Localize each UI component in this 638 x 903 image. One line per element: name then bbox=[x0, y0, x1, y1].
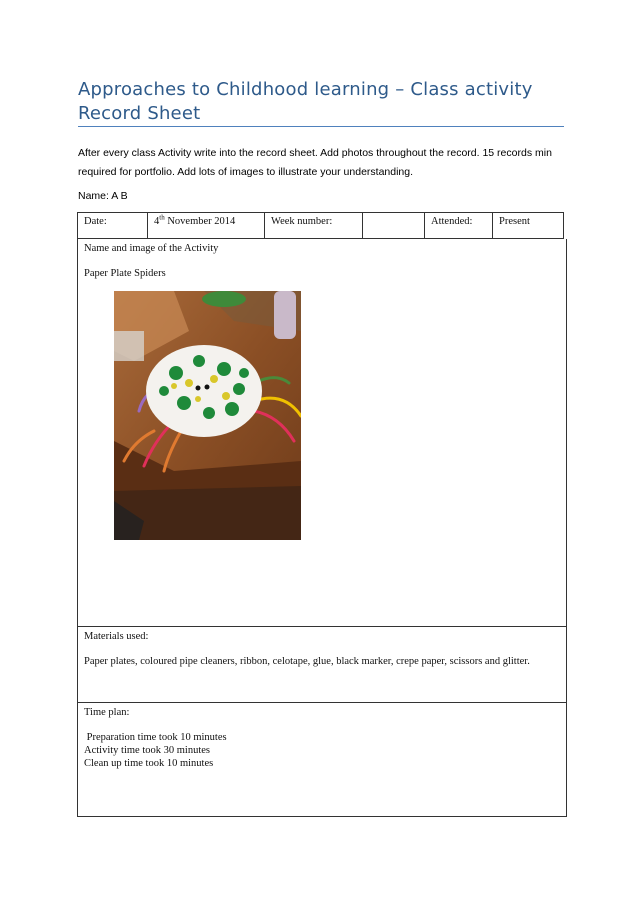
date-value bbox=[148, 213, 265, 238]
time-plan-line: Activity time took 30 minutes bbox=[84, 745, 210, 756]
title-underline bbox=[78, 126, 564, 127]
attended-label: Attended: bbox=[425, 213, 493, 238]
header-row-table bbox=[77, 212, 564, 239]
activity-label: Name and image of the Activity bbox=[84, 243, 219, 254]
date-suffix: th bbox=[159, 213, 165, 222]
week-number-label: Week number: bbox=[265, 213, 363, 238]
materials-text: Paper plates, coloured pipe cleaners, ribbon, celotape, glue, black marker, crepe paper, scissors and glitter. bbox=[84, 656, 530, 667]
page-title: Approaches to Childhood learning – Class activity Record Sheet bbox=[78, 79, 533, 124]
activity-photo bbox=[114, 291, 301, 540]
time-plan-section bbox=[77, 702, 567, 817]
activity-name: Paper Plate Spiders bbox=[84, 268, 166, 279]
materials-section bbox=[77, 626, 567, 703]
attended-value: Present bbox=[499, 216, 530, 227]
week-number-value bbox=[363, 213, 425, 238]
date-day: 4 bbox=[154, 216, 160, 227]
date-rest: November 2014 bbox=[164, 216, 236, 227]
time-plan-label: Time plan: bbox=[84, 707, 130, 718]
time-plan-line: Preparation time took 10 minutes bbox=[84, 732, 227, 743]
time-plan-line: Clean up time took 10 minutes bbox=[84, 758, 214, 769]
instructions-text: After every class Activity write into the record sheet. Add photos throughout the record. 15 records min required for portfolio. Add lots of images to illustrate your understanding. bbox=[78, 147, 552, 178]
date-label: Date: bbox=[78, 213, 148, 238]
materials-label: Materials used: bbox=[84, 631, 149, 642]
student-name: Name: A B bbox=[78, 190, 128, 202]
